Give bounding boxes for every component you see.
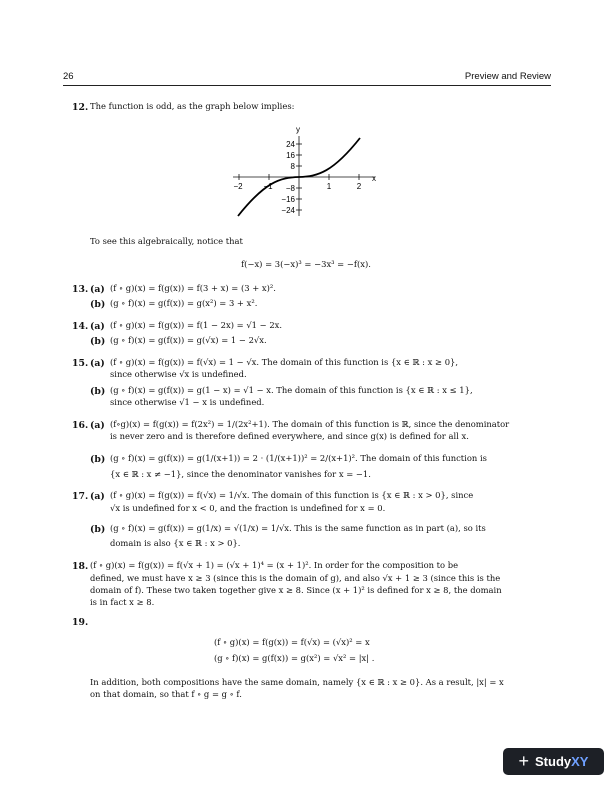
problem-19-line1: In addition, both compositions have the same domain, namely {x ∈ ℝ : x ≥ 0}. As a result, |x| = x [90, 677, 504, 687]
problem-12-number: 12. [72, 102, 89, 113]
header-rule [63, 85, 551, 86]
problem-15b-line2: since otherwise √1 − x is undefined. [110, 397, 265, 407]
part-b-label: (b) [90, 454, 106, 465]
x-tick-label: −2 [233, 182, 243, 191]
y-tick-label: 16 [286, 151, 295, 160]
part-a-label: (a) [90, 284, 105, 295]
x-axis-label: x [372, 174, 376, 183]
y-tick-label: 8 [290, 162, 295, 171]
y-tick-label: 24 [286, 140, 295, 149]
problem-12-equation: f(−x) = 3(−x)³ = −3x³ = −f(x). [241, 259, 371, 269]
page-number: 26 [63, 71, 74, 82]
x-tick-label: −1 [263, 182, 273, 191]
y-tick-label: −24 [281, 206, 295, 215]
y-tick-label: −8 [285, 184, 295, 193]
problem-15a-line2: since otherwise √x is undefined. [110, 369, 247, 379]
problem-16a-line2: is never zero and is therefore defined everywhere, and since g(x) is defined for all x. [110, 431, 469, 441]
problem-19-line2: on that domain, so that f ∘ g = g ∘ f. [90, 689, 242, 699]
problem-18-line3: domain of f). These two taken together give x ≥ 8. Since (x + 1)² is defined for x ≥ 8, the domain [90, 585, 502, 595]
problem-18-line1: (f ∘ g)(x) = f(g(x)) = f(√x + 1) = (√x + 1)⁴ = (x + 1)². In order for the composition to be [90, 560, 459, 570]
problem-17b-line2: domain is also {x ∈ ℝ : x > 0}. [110, 538, 241, 548]
problem-15b-line1: (g ∘ f)(x) = g(f(x)) = g(1 − x) = √1 − x. The domain of this function is {x ∈ ℝ : x ≤ 1}, [110, 385, 473, 395]
part-b-label: (b) [90, 299, 106, 310]
logo-text: StudyXY [535, 754, 589, 769]
problem-13-number: 13. [72, 284, 89, 295]
part-b-label: (b) [90, 386, 106, 397]
part-b-label: (b) [90, 336, 106, 347]
running-title: Preview and Review [464, 71, 551, 82]
studyxy-logo[interactable] [503, 748, 604, 775]
problem-19-number: 19. [72, 617, 89, 628]
y-axis-label: y [296, 125, 300, 134]
x-tick-label: 1 [326, 182, 332, 191]
problem-14-number: 14. [72, 321, 89, 332]
plus-icon: + [518, 751, 530, 771]
problem-12-text: The function is odd, as the graph below implies: [90, 101, 295, 111]
problem-17b-line1: (g ∘ f)(x) = g(f(x)) = g(1/x) = √(1/x) = 1/√x. This is the same function as in part (a), so its [110, 523, 486, 533]
problem-16b-line2: {x ∈ ℝ : x ≠ −1}, since the denominator vanishes for x = −1. [110, 469, 371, 479]
problem-15-number: 15. [72, 358, 89, 369]
problem-18-line2: defined, we must have x ≥ 3 (since this is the domain of g), and also √x + 1 ≥ 3 (since this is the [90, 573, 501, 583]
y-tick-label: −16 [281, 195, 295, 204]
problem-13b-text: (g ∘ f)(x) = g(f(x)) = g(x²) = 3 + x². [110, 298, 258, 308]
part-b-label: (b) [90, 524, 106, 535]
problem-13a-text: (f ∘ g)(x) = f(g(x)) = f(3 + x) = (3 + x)². [110, 283, 276, 293]
problem-19-equation-2: (g ∘ f)(x) = g(f(x)) = g(x²) = √x² = |x| . [214, 653, 375, 663]
problem-17a-line2: √x is undefined for x < 0, and the fraction is undefined for x = 0. [110, 503, 386, 513]
problem-18-number: 18. [72, 561, 89, 572]
problem-15a-line1: (f ∘ g)(x) = f(g(x)) = f(√x) = 1 − √x. The domain of this function is {x ∈ ℝ : x ≥ 0}, [110, 357, 459, 367]
problem-18-line4: is in fact x ≥ 8. [90, 597, 155, 607]
part-a-label: (a) [90, 358, 105, 369]
problem-12-text-2: To see this algebraically, notice that [90, 236, 243, 246]
problem-19-equation-1: (f ∘ g)(x) = f(g(x)) = f(√x) = (√x)² = x [214, 637, 370, 647]
part-a-label: (a) [90, 420, 105, 431]
part-a-label: (a) [90, 321, 105, 332]
cubic-graph [225, 120, 385, 225]
problem-16-number: 16. [72, 420, 89, 431]
problem-17a-line1: (f ∘ g)(x) = f(g(x)) = f(√x) = 1/√x. The domain of this function is {x ∈ ℝ : x > 0}, since [110, 490, 474, 500]
problem-16b-line1: (g ∘ f)(x) = g(f(x)) = g(1/(x+1)) = 2 · (1/(x+1))² = 2/(x+1)². The domain of this function is [110, 453, 487, 463]
x-tick-label: 2 [356, 182, 362, 191]
part-a-label: (a) [90, 491, 105, 502]
problem-16a-line1: (f∘g)(x) = f(g(x)) = f(2x²) = 1/(2x²+1). The domain of this function is ℝ, since the denominator [110, 419, 510, 429]
problem-14b-text: (g ∘ f)(x) = g(f(x)) = g(√x) = 1 − 2√x. [110, 335, 267, 345]
problem-17-number: 17. [72, 491, 89, 502]
problem-14a-text: (f ∘ g)(x) = f(g(x)) = f(1 − 2x) = √1 − 2x. [110, 320, 283, 330]
